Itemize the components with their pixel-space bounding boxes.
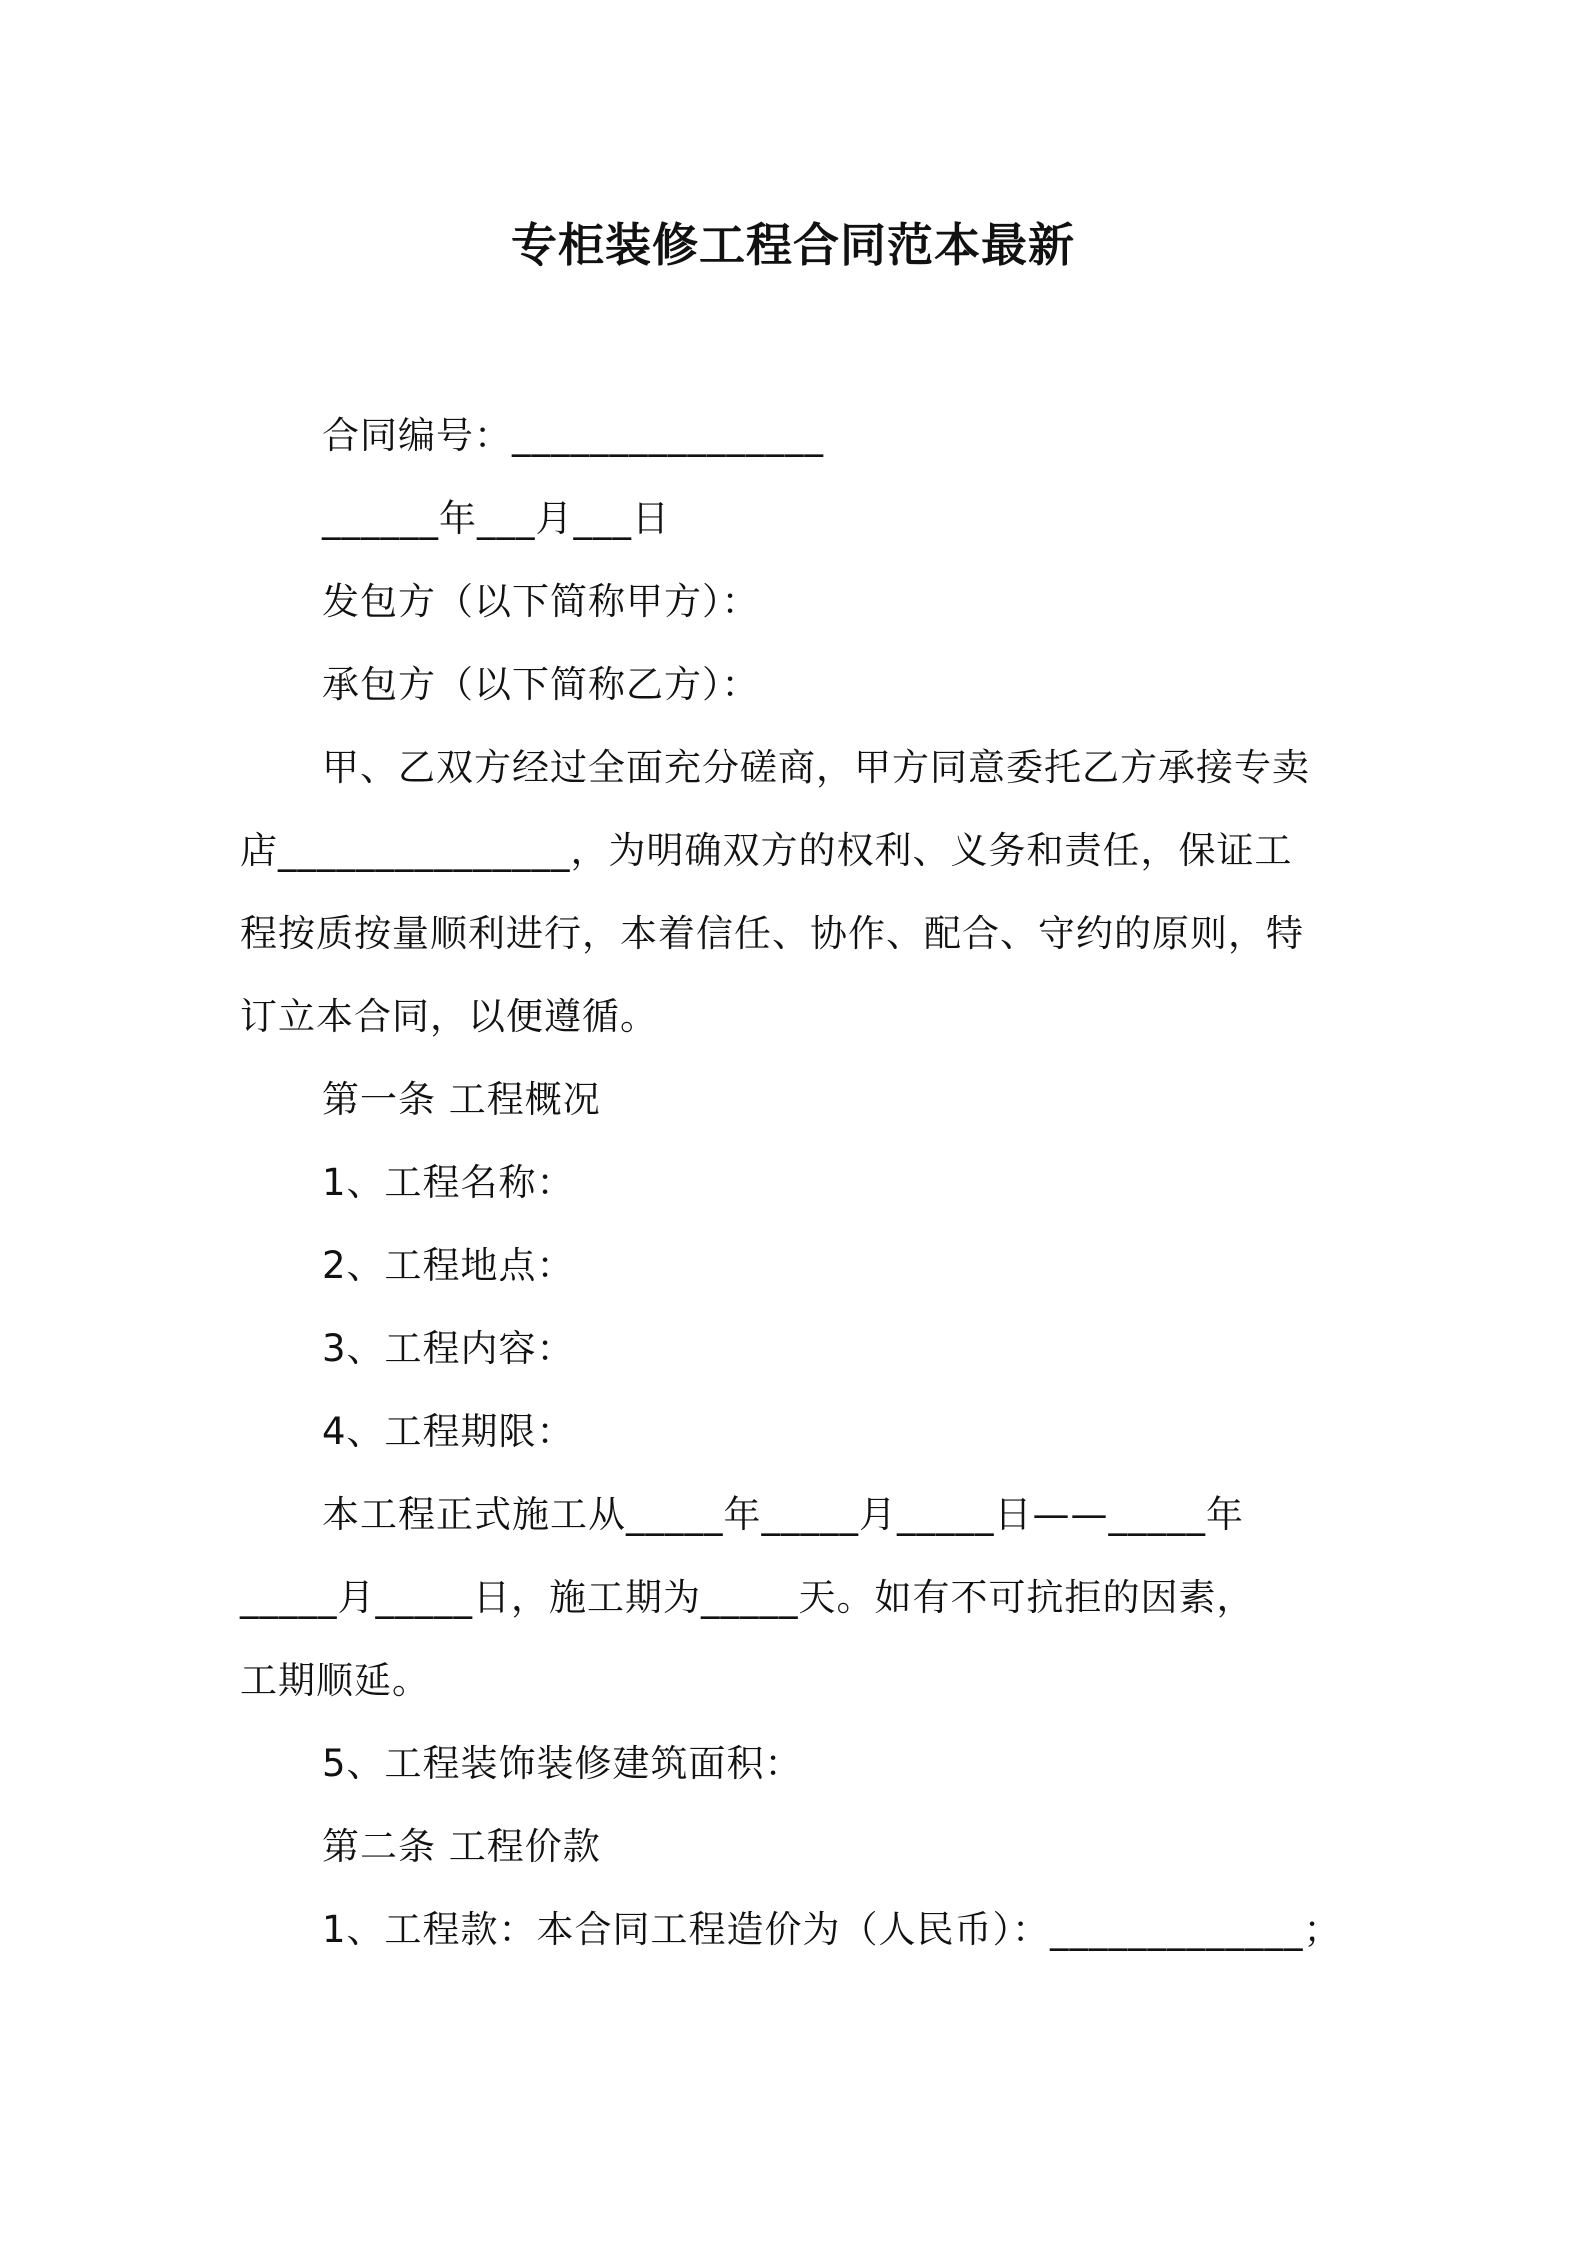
preamble-line-2: 店_______________，为明确双方的权利、义务和责任，保证工 — [240, 829, 1293, 872]
building-area-line: 5、工程装饰装修建筑面积： — [322, 1742, 803, 1785]
article-1-heading: 第一条 工程概况 — [322, 1078, 601, 1121]
preamble-line-3: 程按质按量顺利进行，本着信任、协作、配合、守约的原则，特 — [240, 912, 1304, 955]
date-line: ______年___月___日 — [322, 497, 670, 540]
article-2-heading: 第二条 工程价款 — [322, 1825, 601, 1868]
preamble-line-4: 订立本合同，以便遵循。 — [240, 995, 658, 1038]
schedule-line-3: 工期顺延。 — [240, 1659, 430, 1702]
document-title: 专柜装修工程合同范本最新 — [511, 218, 1075, 272]
party-b-line: 承包方（以下简称乙方）： — [322, 663, 760, 706]
schedule-line-2: _____月_____日，施工期为_____天。如有不可抗拒的因素， — [240, 1576, 1255, 1619]
project-name-line: 1、工程名称： — [322, 1161, 575, 1204]
project-location-line: 2、工程地点： — [322, 1244, 575, 1287]
party-a-line: 发包方（以下简称甲方）： — [322, 580, 760, 623]
contract-number-line: 合同编号：________________ — [322, 414, 824, 457]
project-price-line: 1、工程款：本合同工程造价为（人民币）：_____________； — [322, 1908, 1342, 1951]
project-content-line: 3、工程内容： — [322, 1327, 575, 1370]
preamble-line-1: 甲、乙双方经过全面充分磋商，甲方同意委托乙方承接专卖 — [322, 746, 1310, 789]
project-period-line: 4、工程期限： — [322, 1410, 575, 1453]
schedule-line-1: 本工程正式施工从_____年_____月_____日——_____年 — [322, 1493, 1244, 1536]
